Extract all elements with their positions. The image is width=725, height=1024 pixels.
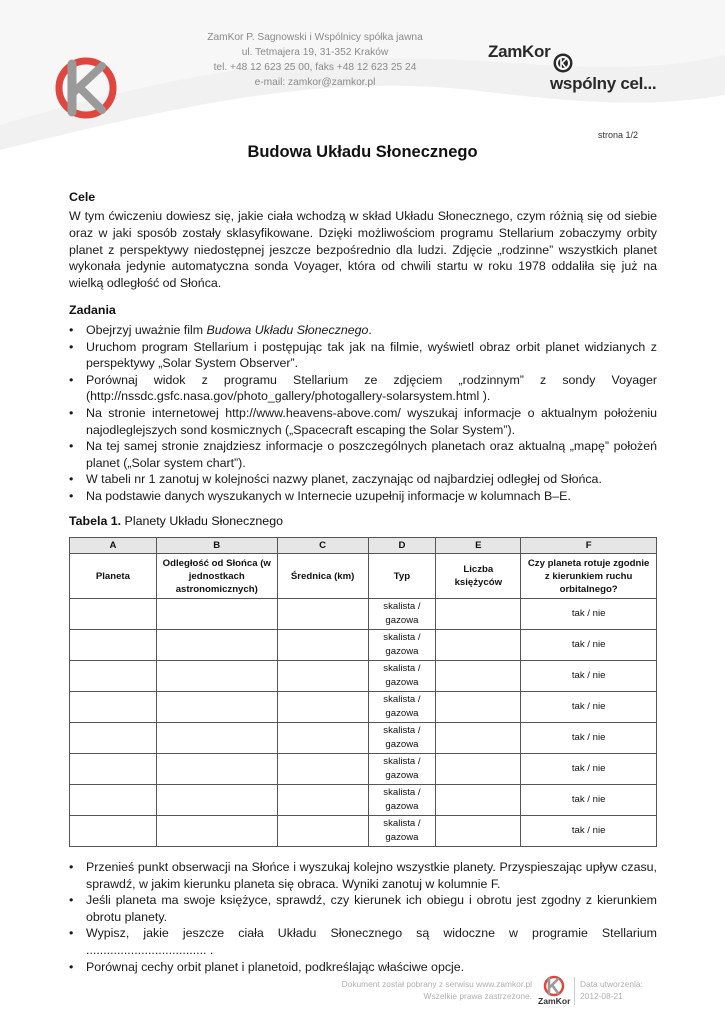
empty-answer-cell[interactable] [277, 661, 368, 692]
list-item [69, 438, 657, 471]
bullet: • [69, 405, 74, 420]
empty-answer-cell[interactable] [436, 661, 521, 692]
bullet: • [69, 959, 74, 974]
table-row [70, 692, 657, 723]
column-header: Średnica (km) [277, 554, 368, 599]
brand-name: ZamKor [488, 42, 551, 61]
table-row [70, 723, 657, 754]
rotation-cell[interactable]: tak / nie [521, 630, 657, 661]
empty-answer-cell[interactable] [70, 754, 157, 785]
bullet: • [69, 323, 74, 337]
task-text: W tabeli nr 1 zanotuj w kolejności nazwy planet, zaczynając od najbardziej odległej od Słońca. [86, 472, 602, 487]
document-title: Budowa Układu Słonecznego [247, 143, 478, 161]
footer-source [300, 979, 532, 1002]
planets-table [69, 537, 657, 847]
page-number: strona 1/2 [598, 130, 639, 140]
empty-answer-cell[interactable] [70, 785, 157, 816]
list-item [69, 925, 657, 958]
rotation-cell[interactable]: tak / nie [521, 599, 657, 630]
column-header: Czy planeta rotuje zgodnie z kierunkiem ruchu orbitalnego? [521, 554, 657, 599]
footer-line: Data utworzenia: [580, 979, 643, 989]
table-caption-text: Planety Układu Słonecznego [121, 514, 283, 528]
empty-answer-cell[interactable] [70, 723, 157, 754]
empty-answer-cell[interactable] [277, 785, 368, 816]
company-line: ZamKor P. Sagnowski i Wspólnicy spółka jawna [207, 32, 423, 43]
bullet: • [69, 372, 74, 387]
tasks-list [69, 322, 657, 505]
list-item [69, 488, 657, 505]
task-text: Uruchom program Stellarium i postępując tak jak na filmie, wyświetl obraz orbit planet widzianych z perspektywy „Solar System Observer”. [86, 339, 657, 371]
company-line: e-mail: zamkor@zamkor.pl [254, 77, 376, 88]
goals-heading: Cele [69, 190, 96, 204]
column-letter: C [277, 538, 368, 554]
type-cell[interactable]: skalista / gazowa [368, 785, 436, 816]
empty-answer-cell[interactable] [436, 816, 521, 847]
table-row [70, 754, 657, 785]
footer-line: Dokument został pobrany z serwisu www.zamkor.pl [341, 979, 532, 989]
table-letter-row [70, 538, 657, 554]
bullet: • [69, 488, 74, 503]
empty-answer-cell[interactable] [156, 723, 277, 754]
footer-line: 2012-08-21 [580, 990, 623, 1001]
empty-answer-cell[interactable] [277, 723, 368, 754]
empty-answer-cell[interactable] [436, 692, 521, 723]
column-letter: E [436, 538, 521, 554]
type-cell[interactable]: skalista / gazowa [368, 599, 436, 630]
empty-answer-cell[interactable] [156, 692, 277, 723]
list-item [69, 892, 657, 925]
table-row [70, 785, 657, 816]
list-item [69, 339, 657, 372]
table-row [70, 630, 657, 661]
task-text: Przenieś punkt obserwacji na Słońce i wyszukaj kolejno wszystkie planety. Przyspieszając upływ czasu, sprawdź, w jakim kierunku planeta się obraca. Wyniki zanotuj w kolumnie F. [86, 860, 657, 891]
task-text: Obejrzyj uważnie film [86, 323, 207, 337]
column-letter: D [368, 538, 436, 554]
footer-date [580, 979, 643, 1002]
bullet: • [69, 439, 74, 454]
column-header: Odległość od Słońca (w jednostkach astronomicznych) [156, 554, 277, 599]
rotation-cell[interactable]: tak / nie [521, 661, 657, 692]
column-letter: F [521, 538, 657, 554]
rotation-cell[interactable]: tak / nie [521, 754, 657, 785]
rotation-cell[interactable]: tak / nie [521, 692, 657, 723]
empty-answer-cell[interactable] [436, 785, 521, 816]
task-text: Na podstawie danych wyszukanych w Internecie uzupełnij informacje w kolumnach B–E. [86, 488, 571, 503]
tasks-heading: Zadania [69, 303, 116, 317]
type-cell[interactable]: skalista / gazowa [368, 692, 436, 723]
column-header: Liczba księżyców [436, 554, 521, 599]
footer-line: Wszelkie prawa zastrzeżone. [423, 990, 532, 1001]
empty-answer-cell[interactable] [156, 785, 277, 816]
empty-answer-cell[interactable] [277, 630, 368, 661]
zamkor-logo-icon [50, 50, 122, 122]
brand-block [488, 36, 688, 106]
table-caption-number: Tabela 1. [69, 514, 122, 528]
table-row [70, 816, 657, 847]
empty-answer-cell[interactable] [156, 661, 277, 692]
film-title: Budowa Układu Słonecznego [206, 323, 369, 337]
empty-answer-cell[interactable] [277, 754, 368, 785]
list-item [69, 471, 657, 488]
empty-answer-cell[interactable] [156, 816, 277, 847]
bullet: • [69, 339, 74, 354]
list-item [69, 372, 657, 405]
bullet: • [69, 472, 74, 487]
empty-answer-cell[interactable] [156, 599, 277, 630]
task-text: Porównaj cechy orbit planet i planetoid, podkreślając właściwe opcje. [86, 959, 465, 974]
rotation-cell[interactable]: tak / nie [521, 816, 657, 847]
bullet: • [69, 926, 74, 941]
bullet: • [69, 860, 74, 874]
column-header: Planeta [70, 554, 157, 599]
bullet: • [69, 893, 74, 908]
task-text: Jeśli planeta ma swoje księżyce, sprawdź, czy kierunek ich obiegu i obrotu jest zgodny z kierunkiem obrotu planety. [86, 893, 657, 924]
task-text: Na tej samej stronie znajdziesz informacje o poszczególnych planetach oraz aktualną „mapę” położeń planet („Solar system chart”). [86, 439, 657, 470]
task-text: . [368, 323, 372, 337]
empty-answer-cell[interactable] [156, 754, 277, 785]
table-row [70, 661, 657, 692]
table-caption [69, 514, 283, 528]
rotation-cell[interactable]: tak / nie [521, 723, 657, 754]
list-item [69, 859, 657, 892]
empty-answer-cell[interactable] [277, 692, 368, 723]
empty-answer-cell[interactable] [70, 630, 157, 661]
type-cell[interactable]: skalista / gazowa [368, 723, 436, 754]
company-line: tel. +48 12 623 25 00, faks +48 12 623 25 24 [213, 62, 417, 73]
list-item [69, 322, 657, 339]
column-letter: B [156, 538, 277, 554]
empty-answer-cell[interactable] [277, 816, 368, 847]
empty-answer-cell[interactable] [436, 599, 521, 630]
empty-answer-cell[interactable] [436, 754, 521, 785]
empty-answer-cell[interactable] [70, 599, 157, 630]
empty-answer-cell[interactable] [436, 723, 521, 754]
type-cell[interactable]: skalista / gazowa [368, 816, 436, 847]
company-line: ul. Tetmajera 19, 31-352 Kraków [241, 47, 389, 58]
table-body [70, 599, 657, 847]
empty-answer-cell[interactable] [70, 692, 157, 723]
column-letter: A [70, 538, 157, 554]
table-row [70, 599, 657, 630]
empty-answer-cell[interactable] [156, 630, 277, 661]
column-header: Typ [368, 554, 436, 599]
task-text: Porównaj widok z programu Stellarium ze zdjęciem „rodzinnym” z sondy Voyager (http://nssdc.gsfc.nasa.gov/photo_gallery/photogallery-solarsystem.html ). [86, 372, 657, 404]
type-cell[interactable]: skalista / gazowa [368, 661, 436, 692]
brand-slogan: wspólny cel... [550, 74, 657, 93]
empty-answer-cell[interactable] [277, 599, 368, 630]
company-address [170, 30, 460, 90]
after-table-list [69, 859, 657, 975]
task-text: Wypisz, jakie jeszcze ciała Układu Słonecznego są widoczne w programie Stellarium ................................... . [86, 926, 657, 957]
brand-k-icon [552, 52, 574, 74]
table-header-row [70, 554, 657, 599]
empty-answer-cell[interactable] [70, 816, 157, 847]
empty-answer-cell[interactable] [436, 630, 521, 661]
footer-divider [574, 977, 575, 1005]
footer [0, 975, 725, 1024]
footer-brand: ZamKor [538, 996, 571, 1006]
type-cell[interactable]: skalista / gazowa [368, 754, 436, 785]
list-item [69, 405, 657, 438]
task-text: Na stronie internetowej http://www.heavens-above.com/ wyszukaj informacje o aktualnym położeniu najodleglejszych sond kosmicznych („Spacecraft escaping the Solar System”). [86, 405, 657, 437]
empty-answer-cell[interactable] [70, 661, 157, 692]
list-item [69, 959, 657, 976]
rotation-cell[interactable]: tak / nie [521, 785, 657, 816]
type-cell[interactable]: skalista / gazowa [368, 630, 436, 661]
goals-text: W tym ćwiczeniu dowiesz się, jakie ciała wchodzą w skład Układu Słonecznego, czym różnią się od siebie oraz w jaki sposób zostały sklasyfikowane. Dzięki możliwościom programu Stellarium zobaczymy orbity planet z perspektywy niedostępnej jeszcze bezpośrednio dla ludzi. Zdjęcie „rodzinne” wszystkich planet wykonała jedynie automatyczna sonda Voyager, która od chwili startu w roku 1978 oddaliła się już na wielką odległość od Słońca. [69, 209, 657, 291]
